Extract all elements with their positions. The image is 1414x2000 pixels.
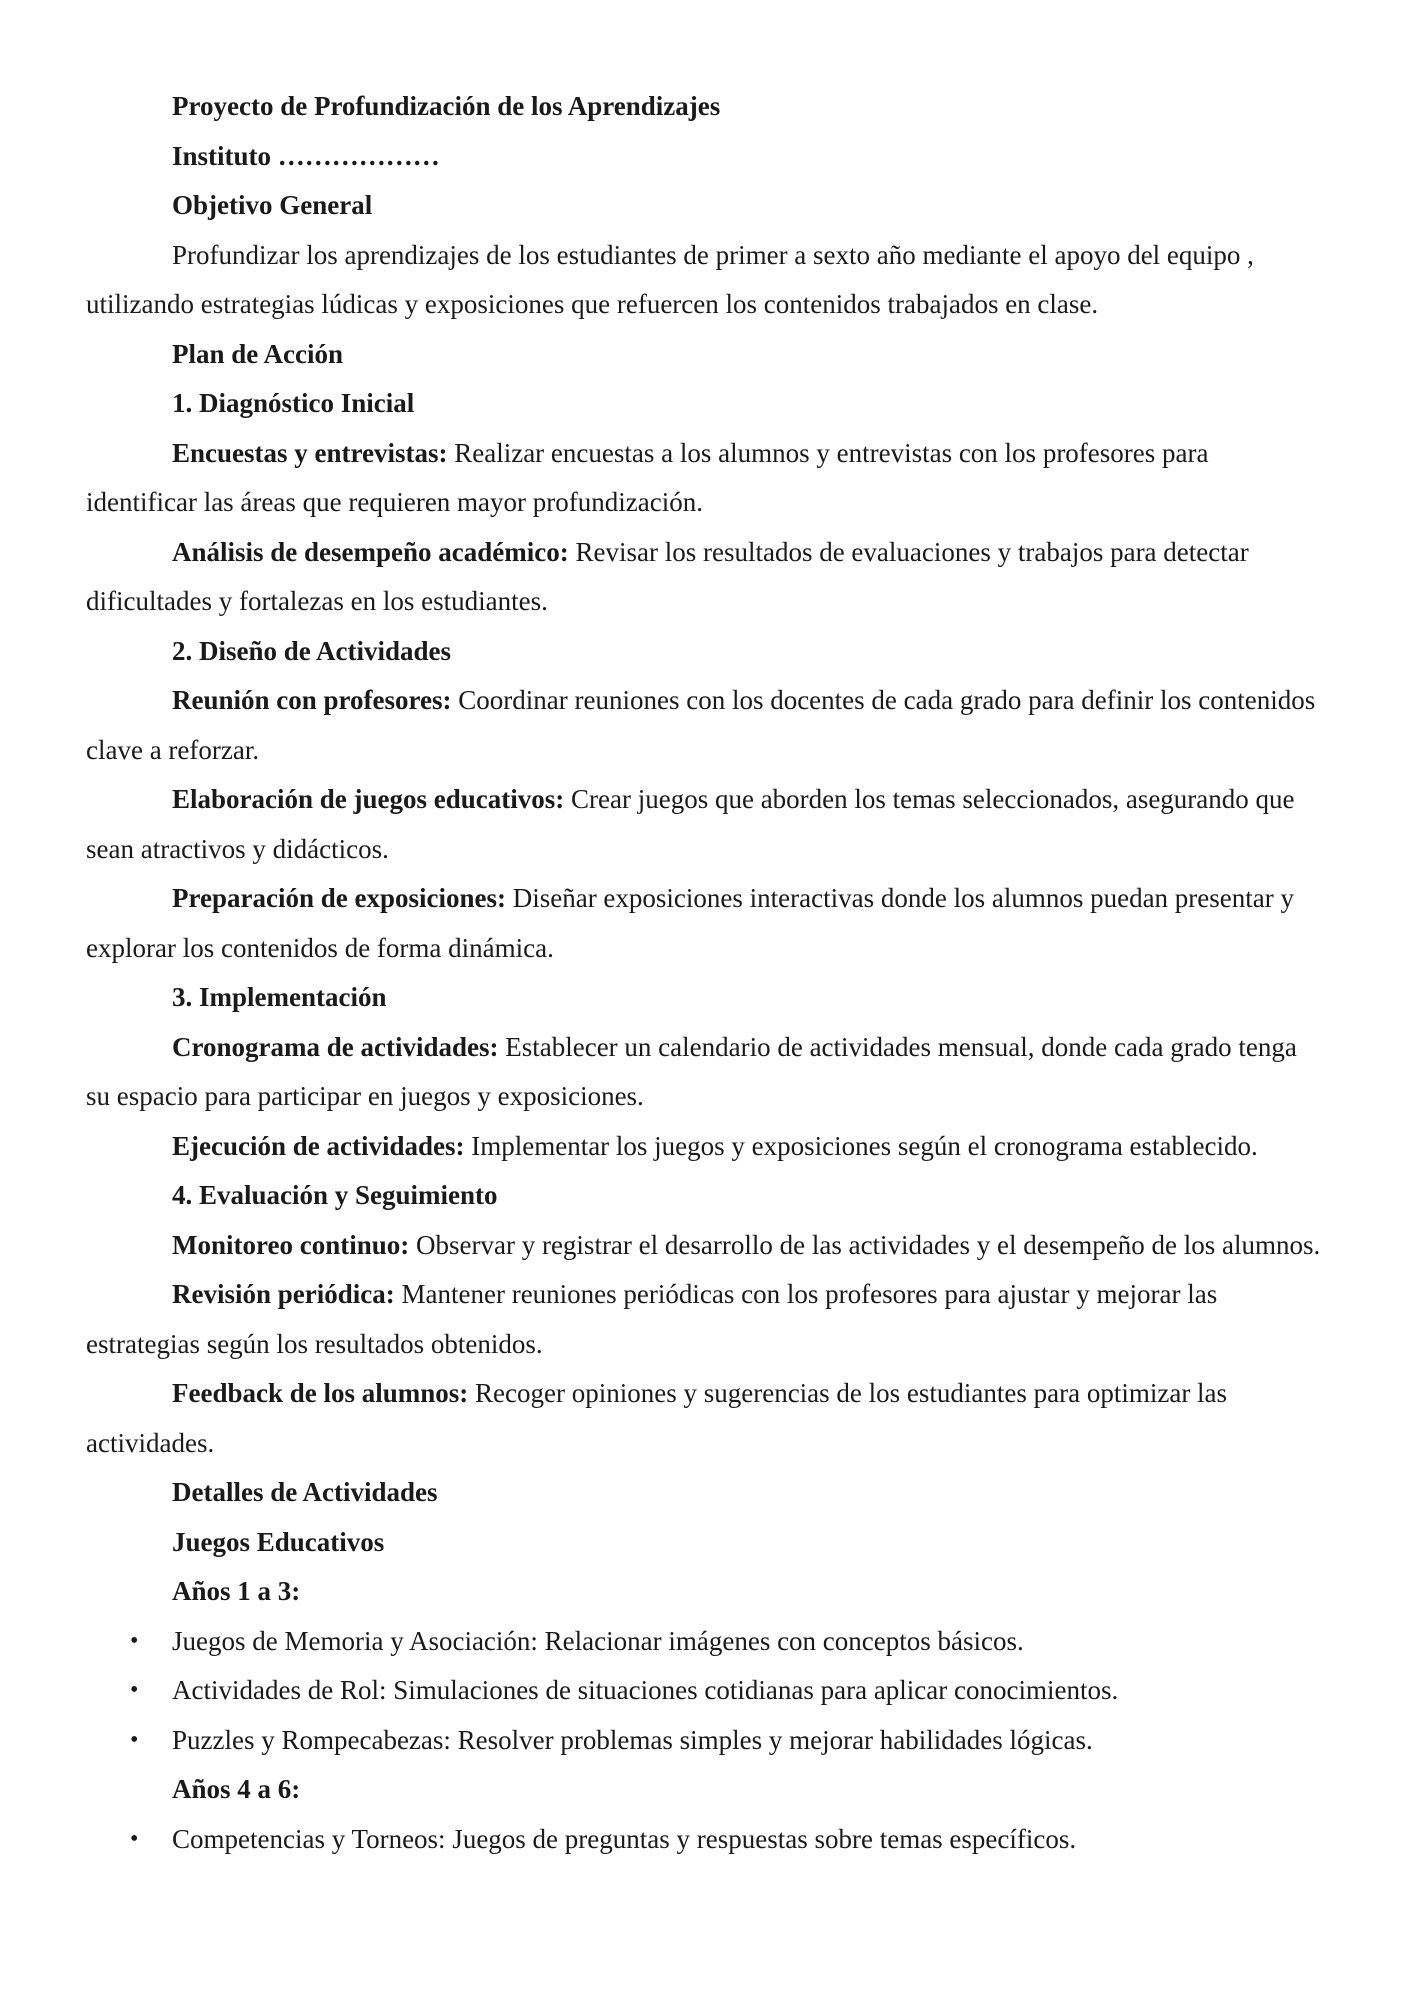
bullet-icon: • bbox=[130, 1677, 139, 1703]
item-label: Preparación de exposiciones: bbox=[172, 883, 506, 913]
list-item-text: Competencias y Torneos: Juegos de preguntas y respuestas sobre temas específicos. bbox=[172, 1823, 1077, 1854]
section-item bbox=[86, 1270, 1324, 1369]
item-label: Elaboración de juegos educativos: bbox=[172, 784, 565, 814]
games-heading: Juegos Educativos bbox=[172, 1526, 385, 1557]
item-text: Recoger opiniones y sugerencias de los estudiantes para optimizar las actividades. bbox=[86, 1378, 1228, 1458]
section-item bbox=[86, 676, 1324, 775]
item-label: Feedback de los alumnos: bbox=[172, 1378, 469, 1408]
list-item-text: Juegos de Memoria y Asociación: Relacionar imágenes con conceptos básicos. bbox=[172, 1625, 1024, 1656]
list-item bbox=[86, 1716, 1324, 1766]
bullet-list bbox=[86, 1815, 1324, 1865]
section-heading: 4. Evaluación y Seguimiento bbox=[172, 1180, 498, 1210]
objective-heading: Objetivo General bbox=[172, 190, 373, 220]
list-item bbox=[86, 1617, 1324, 1667]
section-heading: 2. Diseño de Actividades bbox=[172, 635, 452, 666]
section-heading: 1. Diagnóstico Inicial bbox=[172, 388, 415, 418]
item-text: Realizar encuestas a los alumnos y entrevistas con los profesores para identificar las áreas que requieren mayor profundización. bbox=[86, 437, 1209, 517]
section-item bbox=[86, 429, 1324, 528]
item-text: Establecer un calendario de actividades mensual, donde cada grado tenga su espacio para participar en juegos y exposiciones. bbox=[86, 1031, 1297, 1111]
institute-line: Instituto ……………… bbox=[172, 140, 440, 171]
plan-heading: Plan de Acción bbox=[172, 338, 344, 369]
item-label: Monitoreo continuo: bbox=[172, 1229, 410, 1260]
section-item bbox=[86, 1023, 1324, 1122]
bullet-icon: • bbox=[130, 1726, 139, 1753]
section-item bbox=[86, 775, 1324, 874]
list-item bbox=[86, 1815, 1324, 1865]
section-item bbox=[86, 1122, 1324, 1172]
item-text: Diseñar exposiciones interactivas donde los alumnos puedan presentar y explorar los contenidos de forma dinámica. bbox=[86, 883, 1294, 963]
details-heading: Detalles de Actividades bbox=[172, 1477, 438, 1507]
item-text: Observar y registrar el desarrollo de las actividades y el desempeño de los alumnos. bbox=[409, 1229, 1321, 1260]
item-text: Implementar los juegos y exposiciones según el cronograma establecido. bbox=[464, 1130, 1258, 1161]
item-label: Reunión con profesores: bbox=[172, 685, 452, 715]
item-label: Cronograma de actividades: bbox=[172, 1031, 499, 1062]
group-heading: Años 1 a 3: bbox=[172, 1576, 301, 1606]
item-label: Revisión periódica: bbox=[172, 1279, 395, 1309]
document-title: Proyecto de Profundización de los Aprendizajes bbox=[172, 91, 721, 121]
group-heading: Años 4 a 6: bbox=[172, 1774, 301, 1804]
section-item bbox=[86, 1369, 1324, 1468]
item-text: Revisar los resultados de evaluaciones y trabajos para detectar dificultades y fortalezas en los estudiantes. bbox=[86, 536, 1249, 616]
section-item bbox=[86, 874, 1324, 973]
bullet-list bbox=[86, 1617, 1324, 1766]
section-item bbox=[86, 1221, 1324, 1271]
section-heading: 3. Implementación bbox=[172, 982, 387, 1012]
objective-text: Profundizar los aprendizajes de los estudiantes de primer a sexto año mediante el apoyo del equipo , utilizando estrategias lúdicas y exposiciones que refuercen los contenidos trabajados en clase. bbox=[86, 239, 1254, 319]
item-label: Encuestas y entrevistas: bbox=[172, 437, 448, 468]
item-text: Mantener reuniones periódicas con los profesores para ajustar y mejorar las estrategias según los resultados obtenidos. bbox=[86, 1279, 1218, 1359]
section-item bbox=[86, 528, 1324, 627]
item-text: Coordinar reuniones con los docentes de cada grado para definir los contenidos clave a reforzar. bbox=[86, 685, 1316, 765]
bullet-icon: • bbox=[130, 1627, 139, 1654]
list-item bbox=[86, 1666, 1324, 1716]
list-item-text: Puzzles y Rompecabezas: Resolver problemas simples y mejorar habilidades lógicas. bbox=[172, 1724, 1093, 1755]
item-text: Crear juegos que aborden los temas seleccionados, asegurando que sean atractivos y didácticos. bbox=[86, 784, 1295, 864]
bullet-icon: • bbox=[130, 1825, 139, 1852]
item-label: Ejecución de actividades: bbox=[172, 1130, 465, 1161]
list-item-text: Actividades de Rol: Simulaciones de situaciones cotidianas para aplicar conocimientos. bbox=[172, 1675, 1119, 1705]
item-label: Análisis de desempeño académico: bbox=[172, 536, 569, 567]
